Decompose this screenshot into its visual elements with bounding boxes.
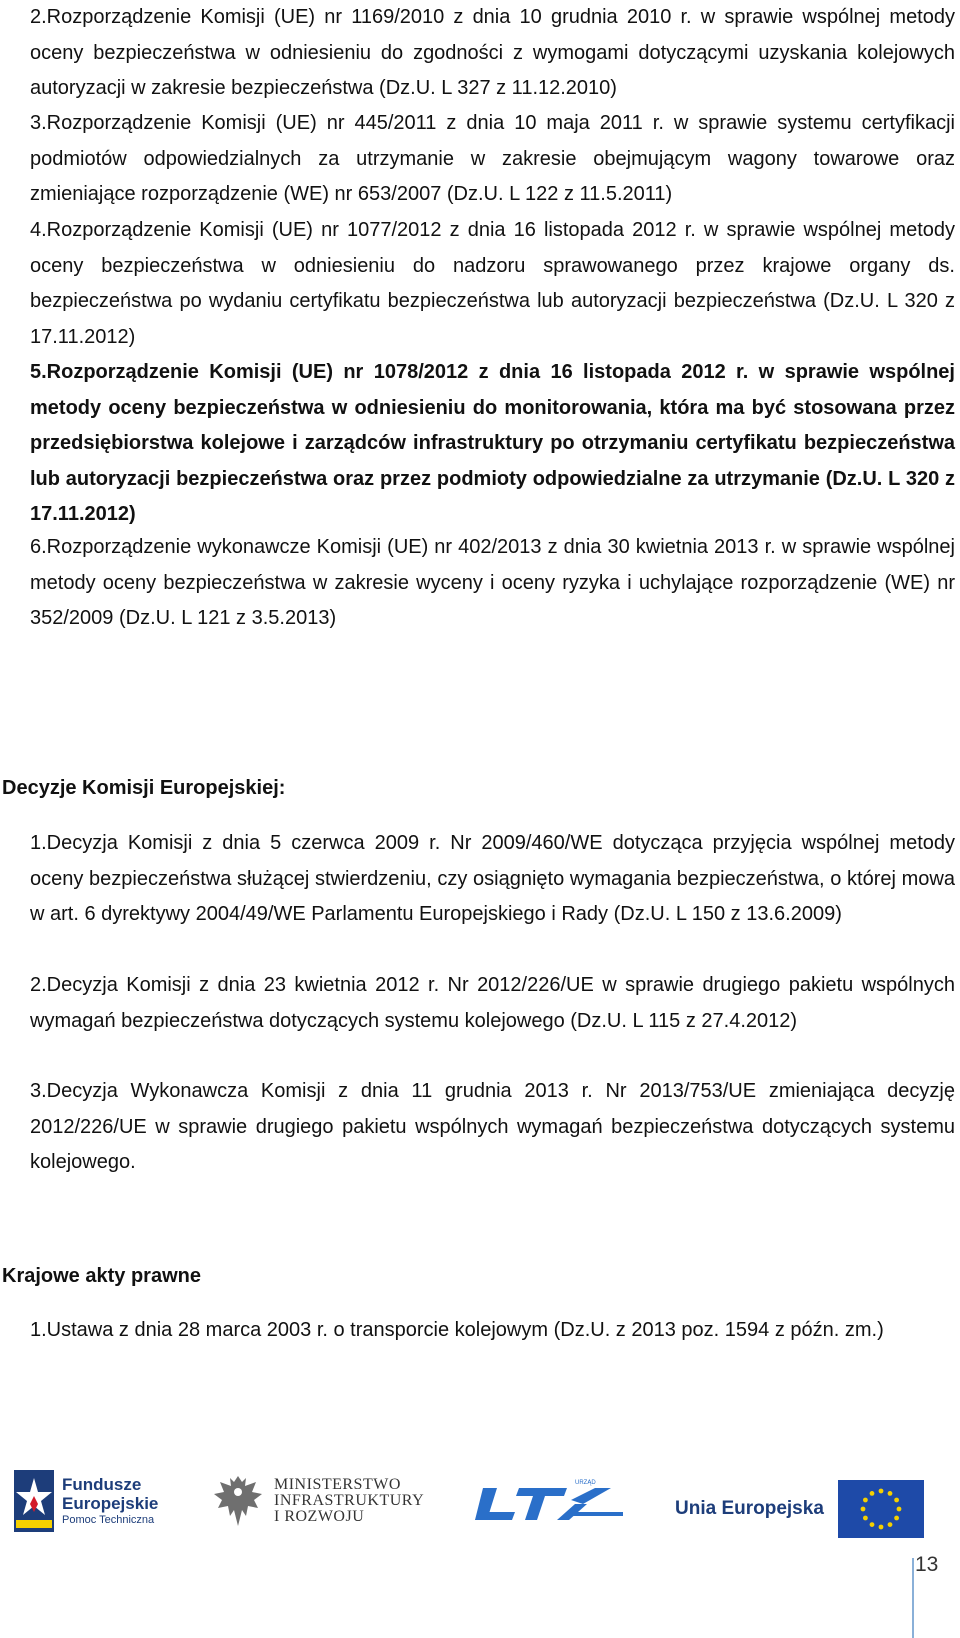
page-number-bar [912, 1558, 914, 1638]
ministry-logo [212, 1472, 424, 1530]
ministry-line1: MINISTERSTWO [274, 1476, 401, 1493]
regulation-item-3: 3.Rozporządzenie Komisji (UE) nr 445/2011 z dnia 10 maja 2011 r. w sprawie systemu certyfikacji podmiotów odpowiedzialnych za utrzymanie w zakresie obejmującym wagony towarowe oraz zmieniające rozporządzenie (WE) nr 653/2007 (Dz.U. L 122 z 11.5.2011) [30, 112, 955, 205]
decision-item-3: 3.Decyzja Wykonawcza Komisji z dnia 11 grudnia 2013 r. Nr 2013/753/UE zmieniająca decyzję 2012/226/UE w sprawie drugiego pakietu wspólnych wymagań bezpieczeństwa dotyczących systemu kolejowego. [30, 1080, 955, 1173]
eagle-emblem-icon [212, 1472, 264, 1530]
decisions-heading: Decyzje Komisji Europejskiej: [2, 777, 286, 799]
utk-tag: URZĄD [575, 1480, 596, 1486]
regulation-item-6: 6.Rozporządzenie wykonawcze Komisji (UE) nr 402/2013 z dnia 30 kwietnia 2013 r. w sprawie wspólnej metody oceny bezpieczeństwa w zakresie wyceny i oceny ryzyka i uchylające rozporządzenie (WE) nr 352/2009 (Dz.U. L 121 z 3.5.2013) [30, 536, 955, 629]
fe-line3: Pomoc Techniczna [62, 1514, 155, 1526]
page-number: 13 [915, 1553, 939, 1576]
decision-item-2: 2.Decyzja Komisji z dnia 23 kwietnia 2012 r. Nr 2012/226/UE w sprawie drugiego pakietu wspólnych wymagań bezpieczeństwa dotyczących systemu kolejowego (Dz.U. L 115 z 27.4.2012) [30, 974, 955, 1032]
fe-line1: Fundusze [62, 1475, 142, 1494]
fundusze-europejskie-logo [14, 1470, 158, 1532]
footer-logos [0, 1460, 960, 1570]
regulation-item-4: 4.Rozporządzenie Komisji (UE) nr 1077/2012 z dnia 16 listopada 2012 r. w sprawie wspólnej metody oceny bezpieczeństwa w odniesieniu do nadzoru sprawowanego przez krajowe organy ds. bezpieczeństwa po wydaniu certyfikatu bezpieczeństwa lub autoryzacji bezpieczeństwa (Dz.U. L 320 z 17.11.2012) [30, 219, 955, 348]
ministry-line2: INFRASTRUKTURY [274, 1492, 425, 1509]
fe-star-icon [14, 1470, 54, 1532]
decision-item-1: 1.Decyzja Komisji z dnia 5 czerwca 2009 r. Nr 2009/460/WE dotycząca przyjęcia wspólnej metody oceny bezpieczeństwa służącej stwierdzeniu, czy osiągnięto wymagania bezpieczeństwa, o której mowa w art. 6 dyrektywy 2004/49/WE Parlamentu Europejskiego i Rady (Dz.U. L 150 z 13.6.2009) [30, 832, 955, 925]
regulation-item-2: 2.Rozporządzenie Komisji (UE) nr 1169/2010 z dnia 10 grudnia 2010 r. w sprawie wspólnej metody oceny bezpieczeństwa w odniesieniu do zgodności z wymogami dotyczącymi uzyskania kolejowych autoryzacji w zakresie bezpieczeństwa (Dz.U. L 327 z 11.12.2010) [30, 6, 955, 99]
eu-logo [675, 1480, 924, 1538]
eu-label: Unia Europejska [675, 1498, 824, 1519]
regulation-item-5: 5.Rozporządzenie Komisji (UE) nr 1078/2012 z dnia 16 listopada 2012 r. w sprawie wspólnej metody oceny bezpieczeństwa w odniesieniu do monitorowania, która ma być stosowana przez przedsiębiorstwa kolejowe i zarządców infrastruktury po otrzymaniu certyfikatu bezpieczeństwa lub autoryzacji bezpieczeństwa oraz przez podmioty odpowiedzialne za utrzymanie (Dz.U. L 320 z 17.11.2012) [30, 361, 955, 525]
ministry-line3: I ROZWOJU [274, 1508, 365, 1525]
national-heading: Krajowe akty prawne [2, 1265, 201, 1287]
national-item-1: 1.Ustawa z dnia 28 marca 2003 r. o transporcie kolejowym (Dz.U. z 2013 poz. 1594 z późn. zm.) [30, 1319, 884, 1341]
utk-mark-icon [475, 1480, 623, 1528]
fe-line2: Europejskie [62, 1494, 159, 1513]
eu-flag-icon [838, 1480, 924, 1538]
utk-logo [475, 1480, 623, 1528]
